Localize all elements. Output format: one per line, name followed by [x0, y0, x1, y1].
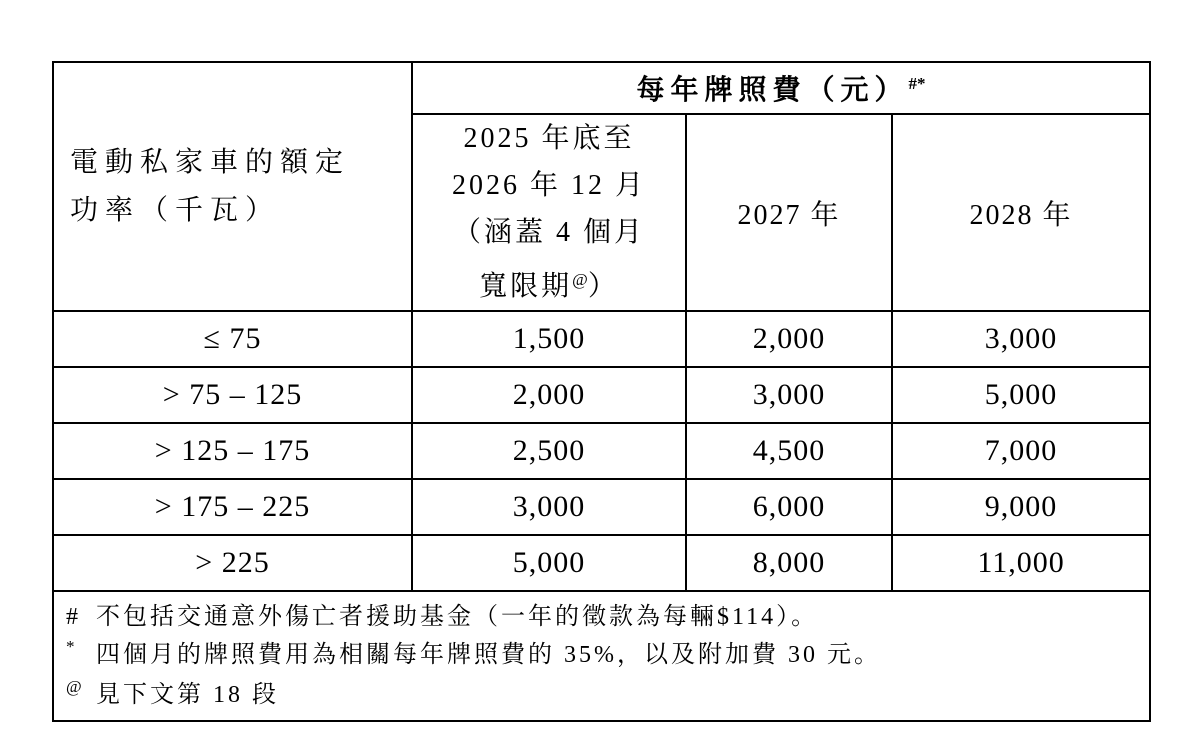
power-range-cell: > 225 — [53, 535, 412, 591]
fee-cell: 5,000 — [412, 535, 686, 591]
table-row — [53, 367, 1150, 423]
fee-cell: 6,000 — [686, 479, 892, 535]
footnote — [66, 598, 1139, 636]
row-header-cell — [53, 62, 412, 311]
group-header-marks: #* — [908, 74, 926, 93]
fee-cell: 1,500 — [412, 311, 686, 367]
power-range-cell: ≤ 75 — [53, 311, 412, 367]
column-header-suffix: ） — [587, 271, 619, 302]
fee-cell: 2,000 — [412, 367, 686, 423]
footnotes-cell — [53, 591, 1150, 721]
grace-period-mark: @ — [572, 270, 588, 289]
footnote-text: 見下文第 18 段 — [96, 682, 279, 708]
fee-cell: 8,000 — [686, 535, 892, 591]
fee-cell: 3,000 — [686, 367, 892, 423]
license-fee-table — [52, 61, 1151, 722]
footnote-mark: @ — [66, 677, 85, 696]
table-row — [53, 479, 1150, 535]
table-row — [53, 423, 1150, 479]
row-header-line-2: 功率（千瓦） — [70, 194, 281, 226]
footnote-mark: # — [66, 604, 81, 630]
column-header-2027: 2027 年 — [686, 114, 892, 311]
fee-cell: 5,000 — [892, 367, 1150, 423]
footnote-mark: * — [66, 637, 78, 656]
power-range-cell: > 75 – 125 — [53, 367, 412, 423]
power-range-cell: > 175 – 225 — [53, 479, 412, 535]
fee-cell: 7,000 — [892, 423, 1150, 479]
fee-cell: 2,000 — [686, 311, 892, 367]
fee-cell: 3,000 — [412, 479, 686, 535]
table-row — [53, 535, 1150, 591]
table-row — [53, 311, 1150, 367]
footnote-text: 不包括交通意外傷亡者援助基金（一年的徵款為每輛$114）。 — [96, 604, 819, 630]
fee-cell: 2,500 — [412, 423, 686, 479]
fee-cell: 11,000 — [892, 535, 1150, 591]
column-header-line: 寬限期 — [479, 271, 573, 302]
footnote — [66, 636, 1139, 676]
footnote — [66, 676, 1139, 716]
power-range-cell: > 125 – 175 — [53, 423, 412, 479]
column-header-line: 2026 年 12 月 — [451, 170, 646, 201]
row-header-line-1: 電動私家車的額定 — [70, 146, 351, 178]
footnote-text: 四個月的牌照費用為相關每年牌照費的 35%，以及附加費 30 元。 — [96, 642, 881, 668]
fee-cell: 4,500 — [686, 423, 892, 479]
column-header-2028: 2028 年 — [892, 114, 1150, 311]
group-header-text: 每年牌照費（元） — [636, 75, 909, 106]
column-header-line: 2025 年底至 — [463, 123, 635, 154]
group-header — [412, 62, 1150, 114]
column-header-2025-2026 — [412, 114, 686, 311]
fee-cell: 9,000 — [892, 479, 1150, 535]
column-header-line: （涵蓋 4 個月 — [452, 217, 645, 248]
fee-cell: 3,000 — [892, 311, 1150, 367]
